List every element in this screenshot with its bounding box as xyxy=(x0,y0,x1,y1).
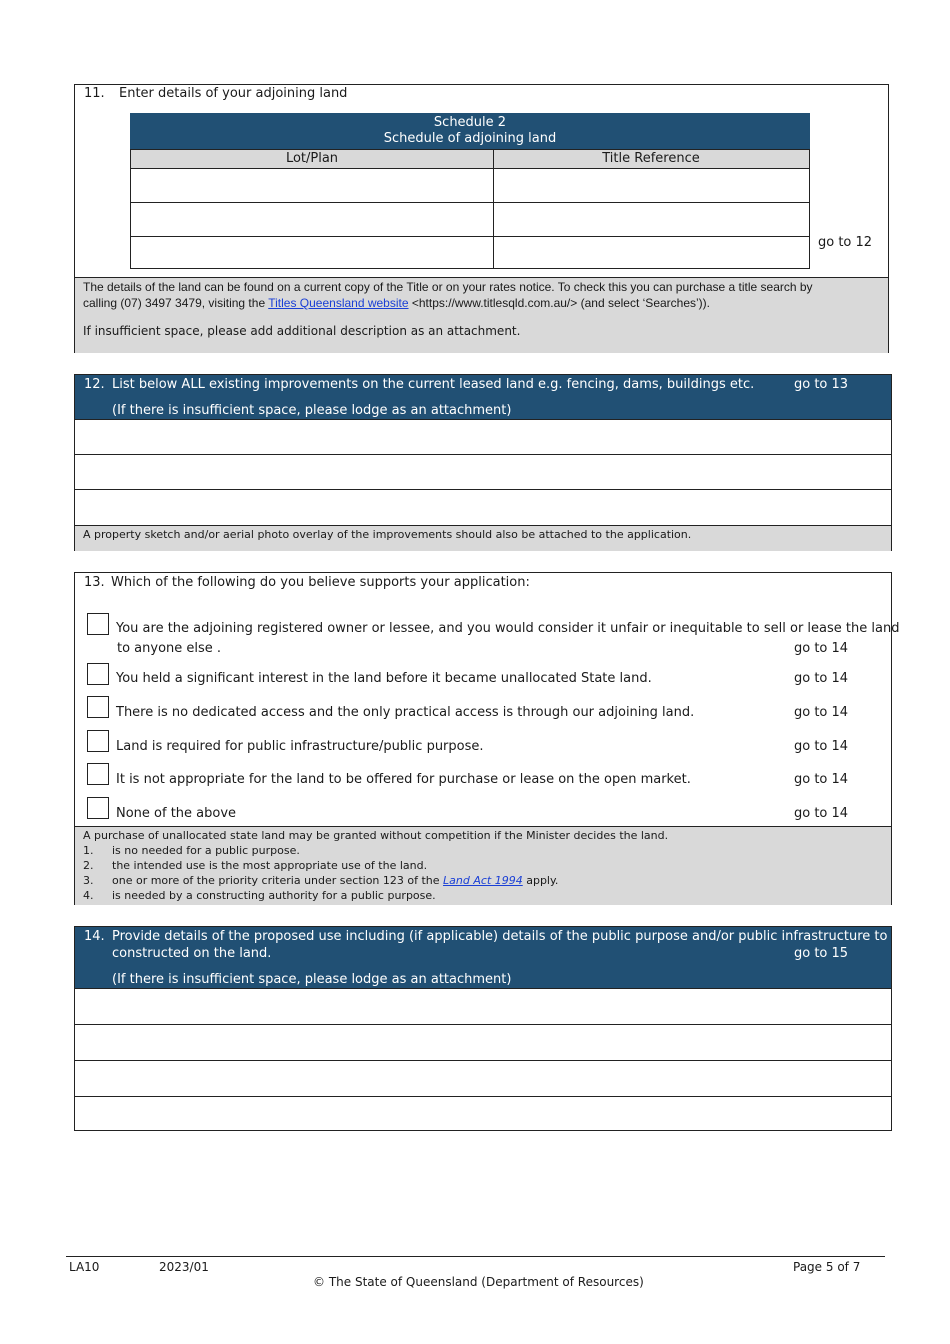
proposed-use-line-3[interactable] xyxy=(75,1060,891,1097)
q13-note-item-3-pre: one or more of the priority criteria under section 123 of the xyxy=(112,874,444,887)
q13-note-num-3: 3. xyxy=(83,874,94,887)
q11-note-line2 xyxy=(83,296,710,310)
option-significant-interest-checkbox[interactable] xyxy=(87,663,109,685)
q11-note xyxy=(75,277,888,353)
q11-number: 11. xyxy=(84,86,105,101)
footer-page-number: Page 5 of 7 xyxy=(793,1260,861,1274)
improvement-line-1[interactable] xyxy=(75,419,891,455)
q13-question: Which of the following do you believe supports your application: xyxy=(111,575,530,590)
improvement-line-3[interactable] xyxy=(75,489,891,525)
option-adjoining-owner-go-to: go to 14 xyxy=(794,641,849,656)
q14-question-line2: constructed on the land. xyxy=(112,946,272,961)
option-significant-interest-go-to: go to 14 xyxy=(794,671,849,686)
q11-question: Enter details of your adjoining land xyxy=(119,86,348,101)
lot-plan-cell-3[interactable] xyxy=(131,237,492,268)
col-title-reference: Title Reference xyxy=(602,151,700,166)
q13-note-num-4: 4. xyxy=(83,889,94,902)
land-act-link[interactable]: Land Act 1994 xyxy=(443,874,523,887)
option-none-go-to: go to 14 xyxy=(794,806,849,821)
option-public-infrastructure-checkbox[interactable] xyxy=(87,730,109,752)
q13-note xyxy=(75,826,891,905)
option-public-infrastructure-go-to: go to 14 xyxy=(794,739,849,754)
proposed-use-line-1[interactable] xyxy=(75,988,891,1025)
title-ref-cell-2[interactable] xyxy=(494,203,809,236)
title-ref-cell-1[interactable] xyxy=(494,169,809,202)
q13-number: 13. xyxy=(84,575,105,590)
option-adjoining-owner-checkbox[interactable] xyxy=(87,613,109,635)
q13-note-item-2: the intended use is the most appropriate use of the land. xyxy=(112,859,428,872)
q13-note-num-2: 2. xyxy=(83,859,94,872)
q14-question-line1: Provide details of the proposed use including (if applicable) details of the public purpose and/or public infrastructure to be xyxy=(112,929,908,944)
schedule-table xyxy=(130,149,810,269)
footer-form-code: LA10 xyxy=(69,1260,100,1274)
footer-rule xyxy=(66,1256,885,1257)
q11-section xyxy=(74,84,889,353)
option-not-appropriate-checkbox[interactable] xyxy=(87,763,109,785)
q14-header xyxy=(75,927,908,988)
q11-note-line1: The details of the land can be found on a current copy of the Title or on your rates notice. To check this you can purchase a title search by xyxy=(83,280,813,294)
proposed-use-line-4[interactable] xyxy=(75,1096,891,1131)
option-significant-interest-label: You held a significant interest in the land before it became unallocated State land. xyxy=(116,671,652,686)
schedule-subtitle: Schedule of adjoining land xyxy=(383,131,557,146)
option-no-dedicated-access-checkbox[interactable] xyxy=(87,696,109,718)
q14-go-to: go to 15 xyxy=(794,946,849,961)
q11-note-line2-post: <https://www.titlesqld.com.au/> (and select ‘Searches’)). xyxy=(408,296,710,310)
schedule-header xyxy=(130,113,810,149)
q12-go-to: go to 13 xyxy=(794,377,849,392)
option-none-label: None of the above xyxy=(116,806,237,821)
titles-queensland-link[interactable]: Titles Queensland website xyxy=(268,296,409,310)
q13-note-intro: A purchase of unallocated state land may be granted without competition if the Minister decides the land. xyxy=(83,829,669,842)
q11-note-line3: If insufficient space, please add additional description as an attachment. xyxy=(83,324,521,338)
title-ref-cell-3[interactable] xyxy=(494,237,809,268)
q12-question: List below ALL existing improvements on the current leased land e.g. fencing, dams, buildings etc. xyxy=(112,377,755,392)
footer-copyright: © The State of Queensland (Department of Resources) xyxy=(313,1275,644,1289)
q12-sub: (If there is insufficient space, please lodge as an attachment) xyxy=(112,403,512,418)
lot-plan-cell-2[interactable] xyxy=(131,203,492,236)
lot-plan-cell-1[interactable] xyxy=(131,169,492,202)
q14-section xyxy=(74,926,908,1131)
option-not-appropriate-go-to: go to 14 xyxy=(794,772,849,787)
q13-note-item-3-post: apply. xyxy=(522,874,559,887)
q11-note-line2-pre: calling (07) 3497 3479, visiting the xyxy=(83,296,269,310)
q12-section xyxy=(74,374,892,551)
option-not-appropriate-label: It is not appropriate for the land to be offered for purchase or lease on the open market. xyxy=(116,772,691,787)
q13-note-item-4: is needed by a constructing authority for a public purpose. xyxy=(112,889,436,902)
q13-note-num-1: 1. xyxy=(83,844,94,857)
col-lot-plan: Lot/Plan xyxy=(285,151,339,166)
improvement-line-2[interactable] xyxy=(75,454,891,490)
q12-note xyxy=(75,525,891,551)
q13-section xyxy=(74,572,900,905)
footer-version: 2023/01 xyxy=(159,1260,209,1274)
q11-go-to: go to 12 xyxy=(818,235,873,250)
option-public-infrastructure-label: Land is required for public infrastructure/public purpose. xyxy=(116,739,484,754)
proposed-use-line-2[interactable] xyxy=(75,1024,891,1061)
option-none-checkbox[interactable] xyxy=(87,797,109,819)
option-no-dedicated-access-go-to: go to 14 xyxy=(794,705,849,720)
option-adjoining-owner-label: You are the adjoining registered owner or lessee, and you would consider it unfair or inequitable to sell or lease the land xyxy=(116,621,900,636)
q14-sub: (If there is insufficient space, please lodge as an attachment) xyxy=(112,972,512,987)
q12-number: 12. xyxy=(84,377,105,392)
q14-number: 14. xyxy=(84,929,105,944)
q12-header xyxy=(75,375,891,419)
schedule-title: Schedule 2 xyxy=(433,115,507,130)
q13-note-item-1: is no needed for a public purpose. xyxy=(112,844,300,857)
option-adjoining-owner-label-cont: to anyone else . xyxy=(117,641,222,656)
q13-note-item-3 xyxy=(112,874,558,887)
option-no-dedicated-access-label: There is no dedicated access and the only practical access is through our adjoining land. xyxy=(116,705,695,720)
q12-note-text: A property sketch and/or aerial photo overlay of the improvements should also be attached to the application. xyxy=(83,528,692,541)
